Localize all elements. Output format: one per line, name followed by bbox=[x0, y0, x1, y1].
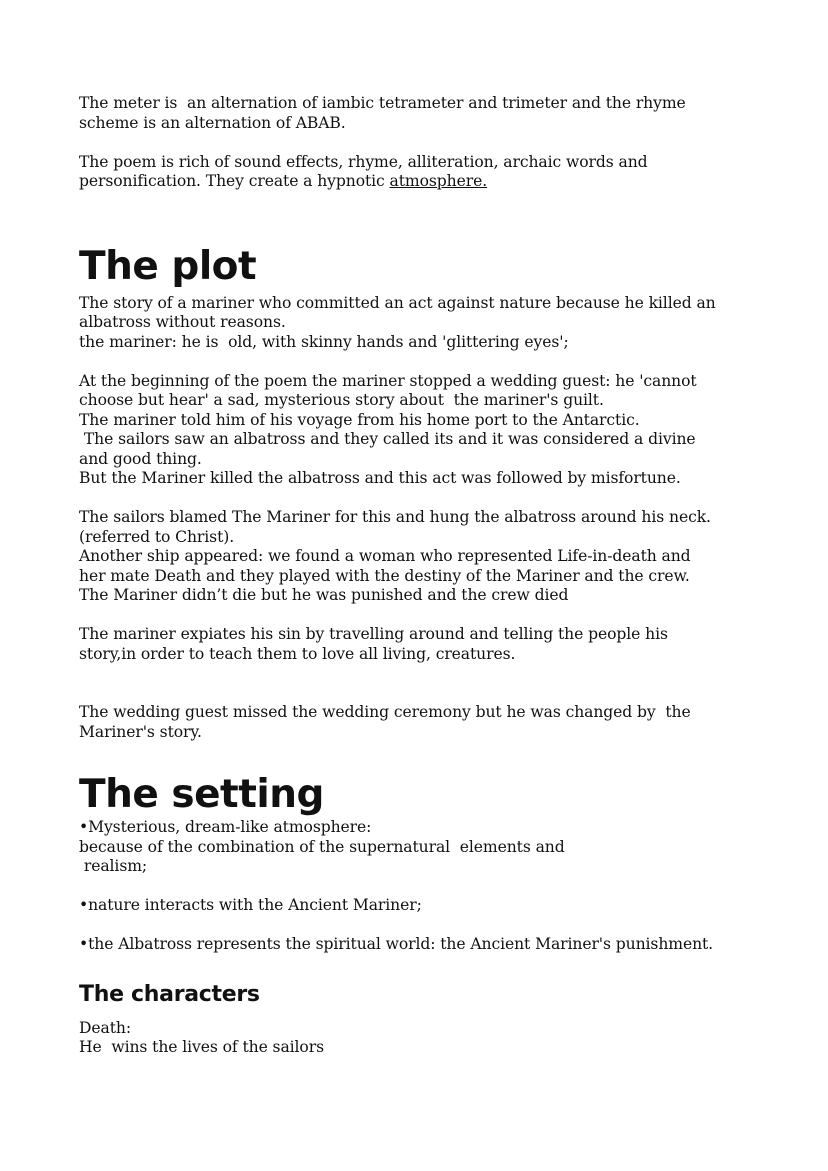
setting-line: •the Albatross represents the spiritual world: the Ancient Mariner's punishment. bbox=[79, 935, 714, 953]
sound-line-2 bbox=[79, 172, 769, 192]
plot-line: The mariner expiates his sin by travelling around and telling the people his bbox=[79, 625, 668, 643]
plot-line bbox=[79, 489, 769, 509]
plot-line: But the Mariner killed the albatross and this act was followed by misfortune. bbox=[79, 469, 681, 487]
meter-line-1: The meter is an alternation of iambic tetrameter and trimeter and the rhyme bbox=[79, 94, 686, 112]
sound-line-2-text: personification. They create a hypnotic bbox=[79, 172, 390, 190]
plot-line: The story of a mariner who committed an act against nature because he killed an bbox=[79, 293, 716, 312]
atmosphere-link[interactable]: atmosphere. bbox=[389, 172, 488, 190]
setting-line: •nature interacts with the Ancient Mariner; bbox=[79, 896, 422, 914]
characters-heading: The characters bbox=[79, 981, 260, 1007]
plot-line: At the beginning of the poem the mariner stopped a wedding guest: he 'cannot bbox=[79, 371, 697, 390]
plot-line: the mariner: he is old, with skinny hands and 'glittering eyes'; bbox=[79, 332, 569, 351]
plot-line: The wedding guest missed the wedding ceremony but he was changed by the bbox=[79, 703, 691, 721]
plot-line: choose but hear' a sad, mysterious story about the mariner's guilt. bbox=[79, 391, 604, 409]
document-page bbox=[79, 94, 769, 1058]
plot-line: The sailors saw an albatross and they called its and it was considered a divine bbox=[79, 430, 696, 448]
plot-line: Mariner's story. bbox=[79, 722, 202, 741]
setting-heading: The setting bbox=[79, 772, 324, 817]
plot-line: The mariner told him of his voyage from his home port to the Antarctic. bbox=[79, 410, 640, 429]
setting-line: •Mysterious, dream-like atmosphere: bbox=[79, 818, 372, 836]
plot-line bbox=[79, 606, 769, 626]
characters-line: Death: bbox=[79, 1018, 131, 1037]
plot-line bbox=[79, 352, 769, 372]
plot-line: albatross without reasons. bbox=[79, 313, 286, 331]
plot-line: (referred to Christ). bbox=[79, 527, 235, 546]
plot-line: The Mariner didn’t die but he was punished and the crew died bbox=[79, 586, 569, 604]
plot-line: Another ship appeared: we found a woman who represented Life-in-death and bbox=[79, 547, 691, 565]
characters-body bbox=[79, 1019, 769, 1058]
plot-heading: The plot bbox=[79, 243, 257, 289]
meter-line-2: scheme is an alternation of ABAB. bbox=[79, 113, 346, 132]
plot-line bbox=[79, 664, 769, 684]
sound-line-1: The poem is rich of sound effects, rhyme, alliteration, archaic words and bbox=[79, 152, 648, 171]
plot-line: The sailors blamed The Mariner for this and hung the albatross around his neck. bbox=[79, 508, 711, 526]
plot-line: and good thing. bbox=[79, 449, 202, 468]
setting-line: realism; bbox=[79, 857, 148, 875]
plot-line bbox=[79, 684, 769, 704]
setting-line bbox=[79, 877, 769, 897]
plot-line: her mate Death and they played with the destiny of the Mariner and the crew. bbox=[79, 566, 690, 585]
plot-line: story,in order to teach them to love all living, creatures. bbox=[79, 644, 516, 663]
setting-line: because of the combination of the supernatural elements and bbox=[79, 837, 565, 856]
setting-line bbox=[79, 916, 769, 936]
characters-line: He wins the lives of the sailors bbox=[79, 1038, 324, 1056]
plot-body bbox=[79, 294, 769, 743]
setting-body bbox=[79, 818, 769, 955]
